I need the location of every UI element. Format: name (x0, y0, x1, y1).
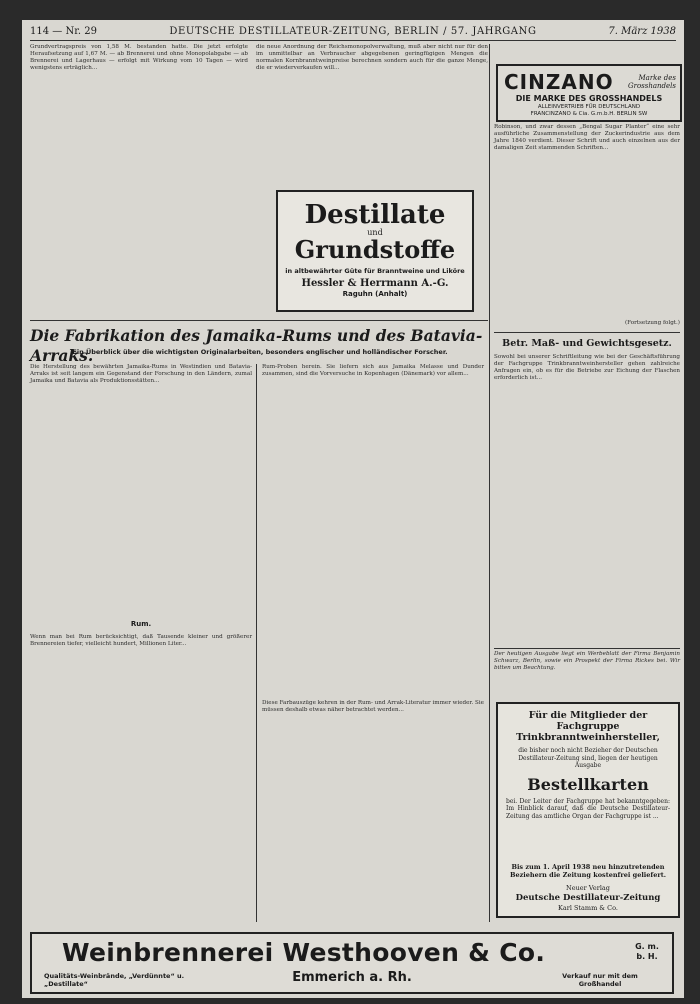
bestellkarten-intro: die bisher noch nicht Bezieher der Deutschen Destillateur-Zeitung sind, liegen der heutigen Ausgabe (518, 747, 658, 769)
section-divider (30, 320, 488, 321)
westhooven-legal-form: G. m. b. H. (635, 942, 659, 961)
destillate-advertisement (276, 190, 474, 312)
page-header (30, 24, 676, 41)
bestellkarten-body: bei. Der Leiter der Fachgruppe hat bekanntgegeben: Im Hinblick darauf, daß die Deutsche Destillateur-Zeitung das amtliche Organ der Fachgruppe ist ... (506, 797, 670, 820)
publisher-lead: Neuer Verlag (566, 883, 610, 892)
rum-heading: Rum. (130, 620, 152, 628)
destillate-city: Raguhn (Anhalt) (342, 290, 408, 298)
mass-article-title: Betr. Maß- und Gewichtsgesetz. (502, 338, 672, 349)
cinzano-brand: CINZANO (504, 70, 614, 94)
continuation-note: (Fortsetzung folgt.) (624, 320, 680, 326)
cinzano-line-1: DIE MARKE DES GROSSHANDELS (515, 94, 663, 103)
article-column-2-continued: Diese Farbauszüge kehren in der Rum- und Arrak-Literatur immer wieder. Sie müssen deshalb etwas näher betrachtet werden... (262, 700, 484, 713)
bestellkarten-title: Bestellkarten (527, 774, 649, 794)
article-column-1: Die Herstellung des bewährten Jamaika-Rums in Westindien und Batavia-Arraks ist seit langem ein Gegenstand der Forschung in den Ländern, zumal Jamaika und Batavia als Produktionsstätten... (30, 364, 252, 384)
top-middle-column: die neue Anordnung der Reichsmonopolverwaltung, muß aber nicht nur für den im unmittelbar an Verbraucher abgegebenen geringfügigen Mengen die normalen Kornbranntweinpreise berechnen sondern auch für die ganze Menge, die er wiederverkaufen will... (256, 44, 488, 71)
grundstoffe-title: Grundstoffe (294, 235, 456, 264)
cinzano-line-2: ALLEINVERTRIEB FÜR DEUTSCHLAND (537, 104, 641, 110)
page-number: 114 — Nr. 29 (30, 26, 97, 37)
cinzano-line-3: FRANCINZANO & Cia. G.m.b.H. BERLIN SW (530, 111, 648, 117)
westhooven-city: Emmerich a. Rh. (292, 970, 412, 985)
article-column-2: Rum-Proben herein. Sie liefern sich aus Jamaika Melasse und Dunder zusammen, sind die Vorversuche in Kopenhagen (Dänemark) vor allem... (262, 364, 484, 377)
westhooven-sales-note: Verkauf nur mit dem Großhandel (562, 972, 638, 988)
destillate-tagline: in altbewährter Güte für Branntweine und Liköre (285, 267, 465, 275)
issue-date: 7. März 1938 (608, 26, 676, 37)
article-title: Die Fabrikation des Jamaika-Rums und des Batavia-Arraks. (30, 326, 483, 365)
article-subtitle: Ein Überblick über die wichtigsten Originalarbeiten, besonders englischer und holländischer Forscher. (72, 348, 448, 356)
article-column-1-continued: Wenn man bei Rum berücksichtigt, daß Tausende kleiner und größerer Brennereien tiefer, vielleicht hundert, Millionen Liter... (30, 634, 252, 647)
column-separator-1 (256, 364, 257, 922)
right-divider (494, 332, 680, 333)
newspaper-page (22, 20, 684, 998)
destillate-title: Destillate (304, 200, 446, 230)
cinzano-brand-tag: Marke des Grosshandels (628, 74, 676, 90)
westhooven-advertisement (30, 932, 674, 994)
masthead: DEUTSCHE DESTILLATEUR-ZEITUNG, BERLIN / 57. JAHRGANG (169, 26, 537, 37)
cinzano-advertisement (496, 64, 682, 122)
bestellkarten-deadline: Bis zum 1. April 1938 neu hinzutretenden Beziehern die Zeitung kostenfrei geliefert. (509, 862, 667, 879)
right-top-column: Robinson, und zwar dessen „Bengal Sugar Planter“ eine sehr ausführliche Zusammenstellung der Zuckerindustrie aus dem Jahre 1840 verdient. Dieser Schrift und auch einzelnen aus der damaligen Zeit stammenden Schriften... (494, 124, 680, 151)
publisher-name: Deutsche Destillateur-Zeitung (515, 892, 661, 903)
bestellkarten-header: Für die Mitglieder der Fachgruppe Trinkbranntweinhersteller, (516, 710, 660, 743)
westhooven-products: Qualitäts-Weinbrände, „Verdünnte“ u. „Destillate“ (44, 972, 185, 988)
publisher-address: Karl Stamm & Co. (557, 903, 618, 912)
westhooven-title: Weinbrennerei Westhooven & Co. (62, 938, 546, 967)
supplement-notice: Der heutigen Ausgabe liegt ein Werbeblatt der Firma Benjamin Schwarz, Berlin, sowie ein Prospekt der Firma Rickes bei. Wir bitten um Beachtung. (494, 648, 680, 691)
bestellkarten-advertisement (496, 702, 680, 918)
mass-article-body: Sowohl bei unserer Schriftleitung wie bei der Geschäftsführung der Fachgruppe Trinkbranntweinhersteller gehen zahlreiche Anfragen ein, ob es für die Betriebe zur Eichung der Flaschen erforderlich ist... (494, 354, 680, 381)
top-left-column: Grundvertragspreis von 1,58 M. bestanden hatte. Die jetzt erfolgte Heraufsetzung auf 1,67 M. — ab Brennerei und ohne Monopolabgabe — ab Brennerei und Lagerhaus — erfolgt mit Wirkung vom 10 Tagen — wird wenigstens erträglich... (30, 44, 248, 71)
destillate-und: und (367, 228, 383, 237)
destillate-company: Hessler & Herrmann A.-G. (301, 278, 449, 289)
column-separator-2 (489, 44, 490, 922)
